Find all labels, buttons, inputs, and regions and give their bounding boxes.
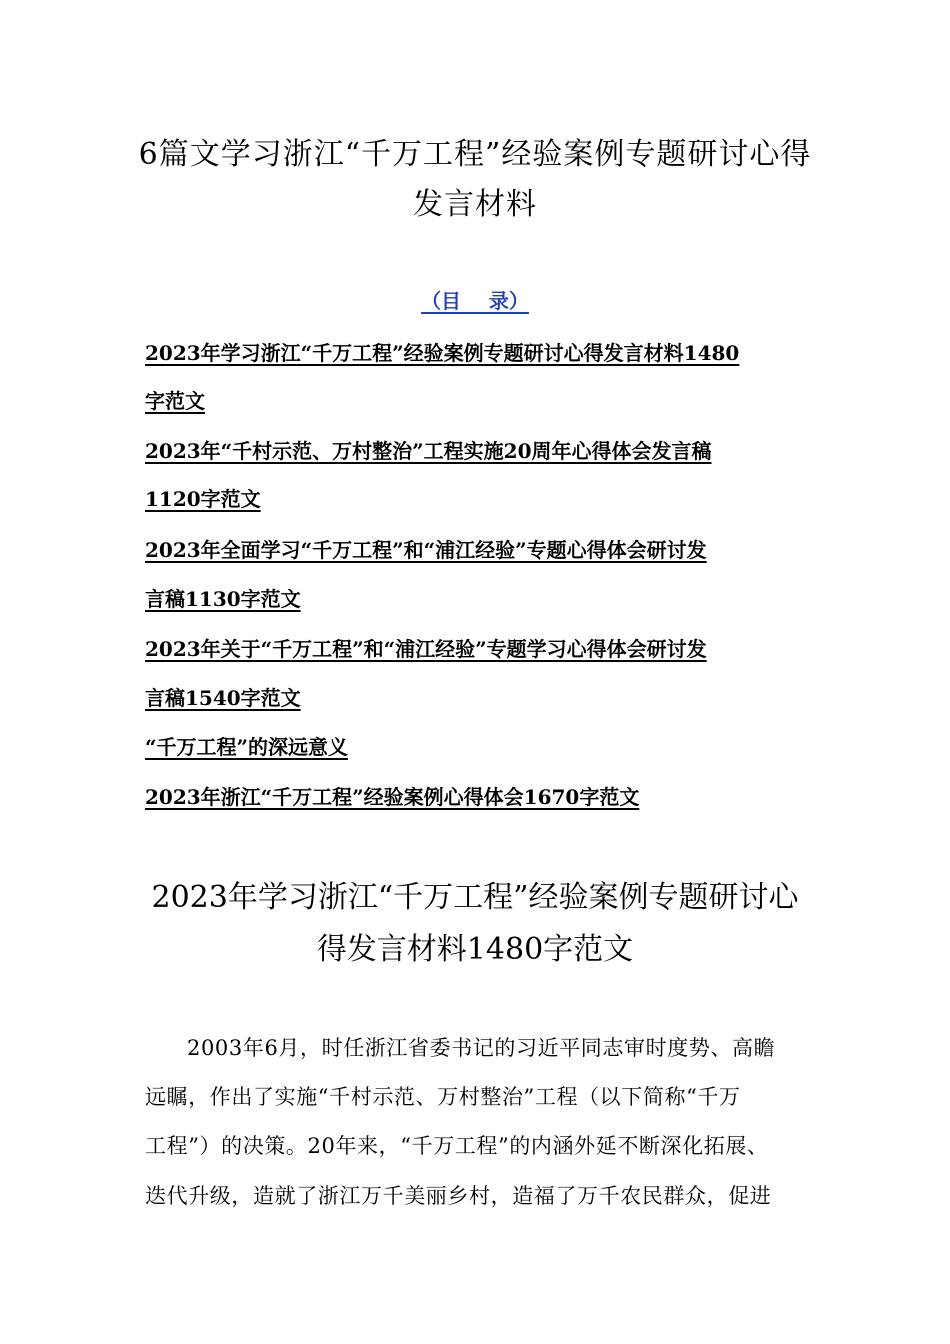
toc-heading[interactable]: [0, 286, 950, 316]
section-title-line-1: 2023年学习浙江“千万工程”经验案例专题研讨心: [151, 880, 799, 915]
toc-link-2-line-2[interactable]: 1120字范文: [145, 487, 261, 511]
toc-link-1-line-1[interactable]: 2023年学习浙江“千万工程”经验案例专题研讨心得发言材料1480: [145, 341, 740, 365]
document-title-line-2: 发言材料: [413, 187, 537, 222]
toc-link-4-line-1[interactable]: 2023年关于“千万工程”和“浦江经验”专题学习心得体会研讨发: [145, 637, 707, 661]
toc-link-1-line-2[interactable]: 字范文: [145, 389, 205, 413]
toc-heading-label: （目 录）: [421, 289, 529, 313]
toc-link-2-line-1[interactable]: 2023年“千村示范、万村整治”工程实施20周年心得体会发言稿: [145, 439, 712, 463]
toc-link-3-line-2[interactable]: 言稿1130字范文: [145, 587, 301, 611]
section-title-line-2: 得发言材料1480字范文: [316, 932, 634, 967]
toc-link-3-line-1[interactable]: 2023年全面学习“千万工程”和“浦江经验”专题心得体会研讨发: [145, 538, 707, 562]
paragraph-line-3: 工程”）的决策。20年来，“千万工程”的内涵外延不断深化拓展、: [145, 1134, 769, 1158]
document-title-line-1: 6篇文学习浙江“千万工程”经验案例专题研讨心得: [138, 137, 812, 172]
paragraph-line-1: 2003年6月，时任浙江省委书记的习近平同志审时度势、高瞻: [187, 1036, 776, 1060]
toc-link-4-line-2[interactable]: 言稿1540字范文: [145, 686, 301, 710]
paragraph-line-4: 迭代升级，造就了浙江万千美丽乡村，造福了万千农民群众，促进: [145, 1184, 772, 1208]
toc-link-5[interactable]: “千万工程”的深远意义: [145, 735, 349, 759]
paragraph-line-2: 远瞩，作出了实施“千村示范、万村整治”工程（以下简称“千万: [145, 1085, 741, 1109]
toc-link-6[interactable]: 2023年浙江“千万工程”经验案例心得体会1670字范文: [145, 785, 640, 809]
